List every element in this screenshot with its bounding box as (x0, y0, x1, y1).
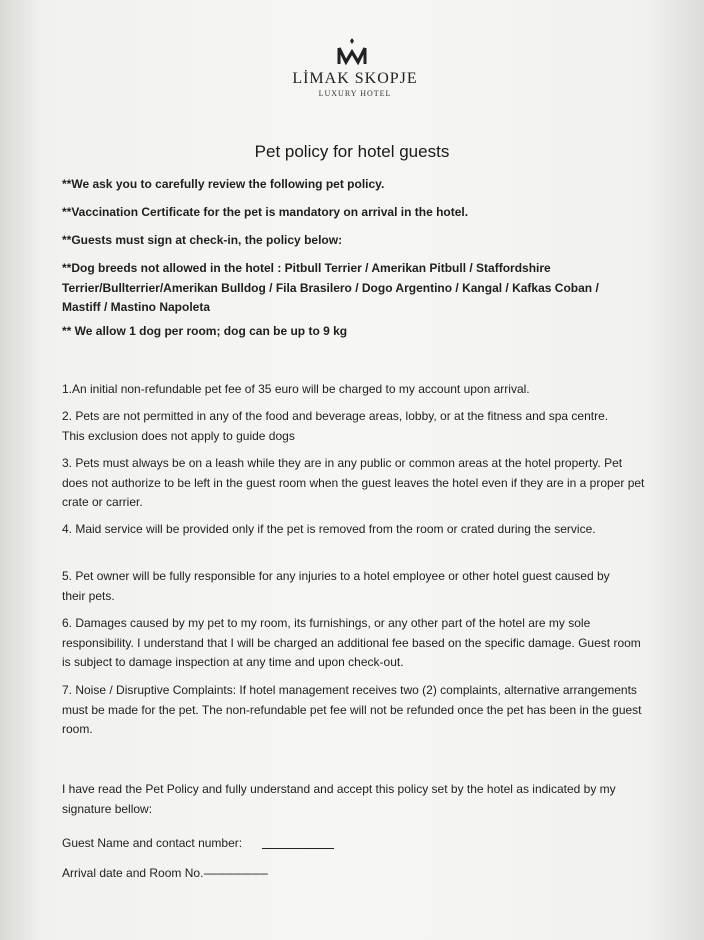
crown-chevron-logo-icon (336, 38, 368, 68)
rule-5: 5. Pet owner will be fully responsible for any injuries to a hotel employee or other hotel guest caused by their pets. (62, 569, 610, 603)
hotel-brand-name: LİMAK SKOPJE (292, 70, 418, 87)
rule-2: 2. Pets are not permitted in any of the food and beverage areas, lobby, or at the fitness and spa centre. This exclusion does not apply to guide dogs (62, 409, 609, 443)
note-vaccination: **Vaccination Certificate for the pet is mandatory on arrival in the hotel. (62, 205, 469, 219)
hotel-tagline: LUXURY HOTEL (318, 89, 392, 98)
rule-1: 1.An initial non-refundable pet fee of 35 euro will be charged to my account upon arrival. (62, 382, 530, 396)
arrival-room-label-text: Arrival date and Room No. (62, 866, 204, 880)
guest-name-label: Guest Name and contact number: (62, 836, 243, 850)
hotel-logo (0, 38, 704, 98)
rule-6: 6. Damages caused by my pet to my room, its furnishings, or any other part of the hotel are my sole responsibility. I understand that I will be charged an additional fee based on the specific damage. Guest room is subject to damage inspection at any time and upon check-out. (62, 616, 641, 669)
rule-4: 4. Maid service will be provided only if the pet is removed from the room or crated during the service. (62, 522, 596, 536)
guest-name-underline (262, 848, 334, 849)
note-breeds: **Dog breeds not allowed in the hotel : Pitbull Terrier / Amerikan Pitbull / Staffordshire Terrier/Bullterrier/Amerikan Bulldog / Fila Brasilero / Dogo Argentino / Kangal / Kafkas Coban / Mastiff / Mastino Napoleta (62, 261, 599, 314)
acknowledgement-text: I have read the Pet Policy and fully understand and accept this policy set by the hotel as indicated by my signature bellow: (62, 782, 616, 816)
note-dog-limit: ** We allow 1 dog per room; dog can be up to 9 kg (62, 324, 348, 338)
page-title: Pet policy for hotel guests (254, 142, 450, 161)
arrival-room-dashes: ------------------------ (203, 868, 268, 880)
rule-7: 7. Noise / Disruptive Complaints: If hotel management receives two (2) complaints, alternative arrangements must be made for the pet. The non-refundable pet fee will not be refunded once the pet has been in the guest room. (62, 683, 642, 736)
note-review: **We ask you to carefully review the following pet policy. (62, 177, 385, 191)
rule-3: 3. Pets must always be on a leash while they are in any public or common areas at the hotel property. Pet does not authorize to be left in the guest room when the guest leaves the hotel even if they are in a proper pet crate or carrier. (62, 456, 645, 509)
note-sign-checkin: **Guests must sign at check-in, the policy below: (62, 233, 343, 247)
arrival-room-label (62, 864, 267, 885)
